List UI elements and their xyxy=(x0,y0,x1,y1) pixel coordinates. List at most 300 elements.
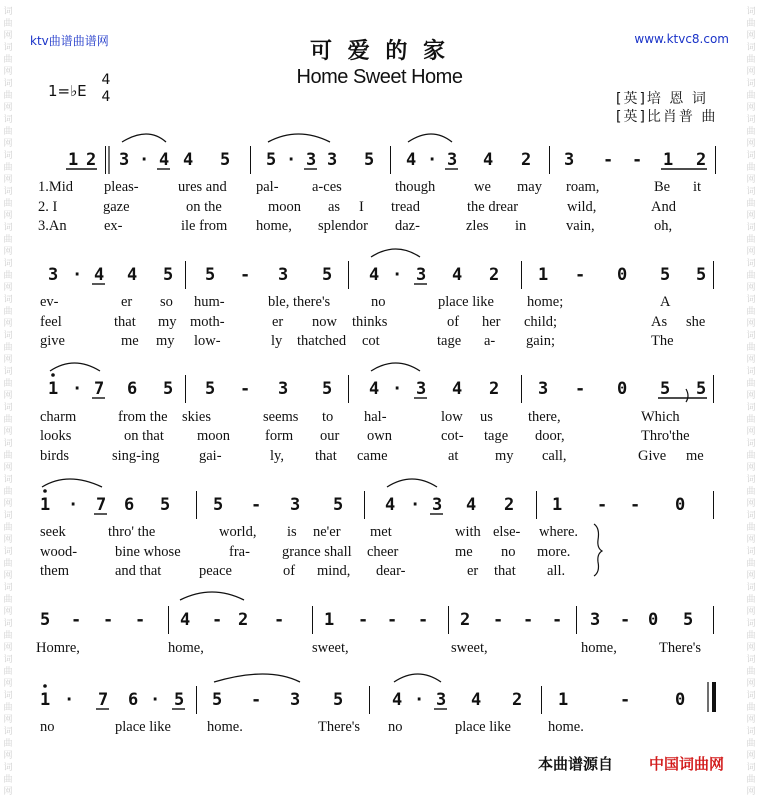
note: 5 xyxy=(322,265,333,285)
lyric-word: skies xyxy=(182,409,211,425)
lyric-word: I xyxy=(359,199,364,215)
watermark-glyph: 曲 xyxy=(746,55,756,65)
watermark-glyph: 词 xyxy=(3,655,13,665)
sustain-dash: - xyxy=(632,150,643,170)
watermark-glyph: 网 xyxy=(3,391,13,401)
lyric-word: peace xyxy=(199,563,232,579)
lyric-word: my xyxy=(495,448,514,464)
lyric-word: wild, xyxy=(567,199,597,215)
lyric-word: home. xyxy=(207,719,243,735)
watermark-glyph: 词 xyxy=(746,403,756,413)
watermark-glyph: 曲 xyxy=(3,739,13,749)
lyric-word: vain, xyxy=(566,218,595,234)
lyric-word: cot- xyxy=(441,428,464,444)
watermark-glyph: 网 xyxy=(746,211,756,221)
note: 5 xyxy=(163,265,174,285)
lyric-word: looks xyxy=(40,428,72,444)
dot-mark: · xyxy=(68,495,79,515)
lyric-word: with xyxy=(455,524,481,540)
lyric-word: ly xyxy=(271,333,283,349)
watermark-glyph: 词 xyxy=(3,295,13,305)
watermark-glyph: 曲 xyxy=(3,55,13,65)
watermark-glyph: 网 xyxy=(746,787,756,797)
barline xyxy=(185,375,186,403)
time-signature xyxy=(100,72,112,106)
note: 3 xyxy=(290,690,301,710)
lyric-word: her xyxy=(482,314,501,330)
watermark-glyph: 网 xyxy=(3,247,13,257)
note: 4 xyxy=(471,690,482,710)
sustain-dash: - xyxy=(620,690,631,710)
barline xyxy=(713,261,714,289)
watermark-glyph: 曲 xyxy=(746,235,756,245)
barline xyxy=(185,261,186,289)
barline xyxy=(348,261,349,289)
lyric-word: hal- xyxy=(364,409,387,425)
note: 1 xyxy=(552,495,563,515)
watermark-glyph: 网 xyxy=(3,283,13,293)
lyric-word: er xyxy=(121,294,133,310)
composer-credit: [英]比肖普 曲 xyxy=(616,109,718,125)
watermark-glyph: 词 xyxy=(746,295,756,305)
sustain-dash: - xyxy=(251,495,262,515)
tie-arc xyxy=(214,674,300,682)
lyric-word: And xyxy=(651,199,676,215)
watermark-glyph: 词 xyxy=(746,223,756,233)
note: 2 xyxy=(86,150,97,170)
watermark-glyph: 网 xyxy=(3,427,13,437)
note: 1 xyxy=(68,150,79,170)
watermark-glyph: 网 xyxy=(746,139,756,149)
note: 5 xyxy=(683,610,694,630)
lyric-word: oh, xyxy=(654,218,673,234)
lyric-word: Homre, xyxy=(36,640,80,656)
watermark-glyph: 词 xyxy=(746,583,756,593)
octave-dot xyxy=(43,684,47,688)
lyric-word: There's xyxy=(318,719,361,735)
lyric-word: grance shall xyxy=(282,544,352,560)
watermark-glyph: 网 xyxy=(746,355,756,365)
watermark-glyph: 网 xyxy=(746,67,756,77)
watermark-glyph: 网 xyxy=(746,499,756,509)
watermark-glyph: 网 xyxy=(746,535,756,545)
lyric-word: 2. I xyxy=(38,199,58,215)
lyric-word: Thro'the xyxy=(641,428,690,444)
watermark-glyph: 网 xyxy=(746,607,756,617)
dot-mark: · xyxy=(150,690,161,710)
octave-dot xyxy=(43,489,47,493)
note: 5 xyxy=(266,150,277,170)
note: 4 xyxy=(94,265,105,285)
lyric-word: us xyxy=(480,409,493,425)
watermark-glyph: 词 xyxy=(3,619,13,629)
lyric-word: place like xyxy=(115,719,171,735)
lyric-word: pleas- xyxy=(104,179,139,195)
barline xyxy=(549,146,550,174)
site-url-right: www.ktvc8.com xyxy=(634,32,729,46)
lyric-word: else- xyxy=(493,524,521,540)
watermark-glyph: 网 xyxy=(3,31,13,41)
dot-mark: · xyxy=(72,379,83,399)
watermark-glyph: 曲 xyxy=(3,487,13,497)
lyric-word: world, xyxy=(219,524,257,540)
note: 4 xyxy=(159,150,170,170)
lyric-word: sweet, xyxy=(451,640,488,656)
note: 4 xyxy=(127,265,138,285)
lyric-word: ile from xyxy=(181,218,228,234)
lyric-word: form xyxy=(265,428,294,444)
watermark-glyph: 词 xyxy=(746,115,756,125)
sustain-dash: - xyxy=(418,610,429,630)
watermark-glyph: 网 xyxy=(746,679,756,689)
lyric-word: The xyxy=(651,333,674,349)
watermark-glyph: 曲 xyxy=(746,19,756,29)
barline xyxy=(105,146,106,174)
note: 4 xyxy=(183,150,194,170)
barline xyxy=(168,606,169,634)
watermark-glyph: 曲 xyxy=(746,379,756,389)
watermark-glyph: 词 xyxy=(3,151,13,161)
lyric-word: bine whose xyxy=(115,544,181,560)
lyric-word: that xyxy=(494,563,516,579)
note: 0 xyxy=(675,495,686,515)
watermark-glyph: 网 xyxy=(3,67,13,77)
lyric-word: no xyxy=(371,294,386,310)
lyric-word: me xyxy=(121,333,139,349)
watermark-glyph: 词 xyxy=(746,475,756,485)
note: 3 xyxy=(447,150,458,170)
dot-mark: · xyxy=(64,690,75,710)
lyric-word: Give xyxy=(638,448,667,464)
sustain-dash: - xyxy=(358,610,369,630)
note: 4 xyxy=(369,265,380,285)
note: 7 xyxy=(98,690,109,710)
watermark-glyph: 网 xyxy=(3,751,13,761)
note: 5 xyxy=(333,690,344,710)
barline xyxy=(196,491,197,519)
lyric-word: on that xyxy=(124,428,164,444)
note: 3 xyxy=(306,150,317,170)
sustain-dash: - xyxy=(212,610,223,630)
watermark-glyph: 词 xyxy=(3,691,13,701)
lyric-word: Be xyxy=(654,179,671,195)
barline xyxy=(576,606,577,634)
watermark-glyph: 网 xyxy=(746,247,756,257)
lyric-word: tage xyxy=(437,333,462,349)
dot-mark: · xyxy=(427,150,438,170)
lyric-word: from the xyxy=(118,409,168,425)
note: 5 xyxy=(696,379,707,399)
watermark-glyph: 词 xyxy=(3,403,13,413)
lyric-word: she xyxy=(686,314,706,330)
note: 3 xyxy=(327,150,338,170)
watermark-glyph: 曲 xyxy=(746,127,756,137)
lyric-word: charm xyxy=(40,409,77,425)
lyric-word: me xyxy=(686,448,704,464)
watermark-glyph: 曲 xyxy=(746,739,756,749)
watermark-glyph: 词 xyxy=(746,151,756,161)
note: 3 xyxy=(564,150,575,170)
watermark-glyph: 曲 xyxy=(3,343,13,353)
watermark-glyph: 网 xyxy=(3,535,13,545)
note: 2 xyxy=(489,265,500,285)
watermark-glyph: 网 xyxy=(746,31,756,41)
barline xyxy=(536,491,537,519)
watermark-glyph: 曲 xyxy=(746,667,756,677)
lyric-word: home, xyxy=(168,640,204,656)
note: 4 xyxy=(483,150,494,170)
watermark-glyph: 曲 xyxy=(3,415,13,425)
song-title-english: Home Sweet Home xyxy=(296,66,463,88)
lyric-word: hum- xyxy=(194,294,225,310)
watermark-glyph: 词 xyxy=(746,439,756,449)
lyric-word: home; xyxy=(527,294,564,310)
note: 5 xyxy=(322,379,333,399)
note: 5 xyxy=(205,265,216,285)
tie-arc xyxy=(180,592,244,600)
lyric-word: that xyxy=(114,314,136,330)
note: 2 xyxy=(512,690,523,710)
watermark-glyph: 曲 xyxy=(3,379,13,389)
tie-arc xyxy=(387,479,437,487)
watermark-glyph: 曲 xyxy=(746,595,756,605)
note: 4 xyxy=(392,690,403,710)
source-site-link[interactable]: 中国词曲网 xyxy=(648,755,724,773)
sustain-dash: - xyxy=(387,610,398,630)
lyric-word: There's xyxy=(659,640,702,656)
lyric-word: moon xyxy=(197,428,231,444)
note: 3 xyxy=(436,690,447,710)
lyric-word: all. xyxy=(547,563,566,579)
watermark-glyph: 曲 xyxy=(746,163,756,173)
lyric-word: ev- xyxy=(40,294,59,310)
lyric-word: 1.Mid xyxy=(38,179,74,195)
watermark-glyph: 曲 xyxy=(3,199,13,209)
note: 3 xyxy=(119,150,130,170)
lyric-word: tage xyxy=(484,428,509,444)
lyric-word: thinks xyxy=(352,314,388,330)
watermark-glyph: 曲 xyxy=(3,91,13,101)
note: 1 xyxy=(40,690,51,710)
lyric-word: home. xyxy=(548,719,584,735)
watermark-right xyxy=(745,6,757,798)
watermark-glyph: 词 xyxy=(746,763,756,773)
lyric-word: wood- xyxy=(40,544,78,560)
note: 0 xyxy=(675,690,686,710)
watermark-glyph: 词 xyxy=(3,79,13,89)
watermark-glyph: 网 xyxy=(746,319,756,329)
lyric-word: cheer xyxy=(367,544,399,560)
note: 2 xyxy=(238,610,249,630)
watermark-glyph: 词 xyxy=(3,547,13,557)
lyric-word: no xyxy=(40,719,55,735)
note: 5 xyxy=(696,265,707,285)
note: 1 xyxy=(40,495,51,515)
note: 2 xyxy=(489,379,500,399)
lyric-word: moth- xyxy=(190,314,225,330)
meter-top: 4 xyxy=(101,72,111,88)
watermark-glyph: 词 xyxy=(746,727,756,737)
watermark-glyph: 曲 xyxy=(746,487,756,497)
watermark-glyph: 网 xyxy=(3,175,13,185)
song-title-chinese: 可 爱 的 家 xyxy=(310,38,449,64)
watermark-glyph: 曲 xyxy=(746,775,756,785)
lyric-word: low xyxy=(441,409,463,425)
note: 6 xyxy=(127,379,138,399)
note: 0 xyxy=(617,265,628,285)
watermark-glyph: 词 xyxy=(746,619,756,629)
lyric-word: as xyxy=(328,199,341,215)
note: 4 xyxy=(406,150,417,170)
watermark-glyph: 网 xyxy=(3,607,13,617)
lyric-word: thatched xyxy=(297,333,347,349)
barline xyxy=(541,686,542,714)
note: 5 xyxy=(333,495,344,515)
lyric-word: we xyxy=(474,179,491,195)
barline xyxy=(364,491,365,519)
lyric-word: met xyxy=(370,524,392,540)
lyric-word: tread xyxy=(391,199,420,215)
lyric-word: our xyxy=(320,428,340,444)
dot-mark: · xyxy=(139,150,150,170)
sustain-dash: - xyxy=(603,150,614,170)
lyric-word: ne'er xyxy=(313,524,341,540)
note: 1 xyxy=(538,265,549,285)
lyric-word: daz- xyxy=(395,218,420,234)
lyric-word: mind, xyxy=(317,563,351,579)
note: 4 xyxy=(385,495,396,515)
watermark-glyph: 曲 xyxy=(746,631,756,641)
verse-brace xyxy=(594,524,602,576)
tie-arc xyxy=(371,363,420,371)
watermark-glyph: 曲 xyxy=(3,523,13,533)
dot-mark: · xyxy=(72,265,83,285)
dot-mark: · xyxy=(392,265,403,285)
watermark-glyph: 网 xyxy=(746,463,756,473)
lyric-word: 3.An xyxy=(38,218,67,234)
barline xyxy=(348,375,349,403)
watermark-glyph: 网 xyxy=(3,787,13,797)
note: 4 xyxy=(452,379,463,399)
barline xyxy=(713,491,714,519)
watermark-glyph: 词 xyxy=(3,259,13,269)
note: 4 xyxy=(180,610,191,630)
lyric-word: splendor xyxy=(318,218,368,234)
lyric-word: the drear xyxy=(467,199,519,215)
note: 5 xyxy=(205,379,216,399)
watermark-glyph: 曲 xyxy=(3,307,13,317)
watermark-glyph: 词 xyxy=(3,43,13,53)
lyric-word: place like xyxy=(438,294,494,310)
note: 5 xyxy=(213,495,224,515)
lyric-word: roam, xyxy=(566,179,600,195)
lyric-word: that xyxy=(315,448,337,464)
lyric-word: though xyxy=(395,179,436,195)
octave-dot xyxy=(51,373,55,377)
lyric-word: er xyxy=(272,314,284,330)
watermark-glyph: 曲 xyxy=(746,343,756,353)
tie-arc xyxy=(394,674,441,682)
tie-arc xyxy=(50,363,100,371)
lyric-word: more. xyxy=(537,544,571,560)
lyric-word: give xyxy=(40,333,65,349)
watermark-glyph: 网 xyxy=(746,571,756,581)
note: 4 xyxy=(452,265,463,285)
key-signature: 1=♭E xyxy=(48,82,87,100)
sustain-dash: - xyxy=(240,265,251,285)
note: 1 xyxy=(324,610,335,630)
sustain-dash: - xyxy=(274,610,285,630)
watermark-glyph: 曲 xyxy=(3,631,13,641)
lyric-word: a- xyxy=(484,333,496,349)
watermark-glyph: 词 xyxy=(3,475,13,485)
watermark-glyph: 词 xyxy=(746,259,756,269)
lyric-word: As xyxy=(651,314,668,330)
barline xyxy=(312,606,313,634)
dot-mark: · xyxy=(414,690,425,710)
watermark-glyph: 曲 xyxy=(746,91,756,101)
note: 7 xyxy=(96,495,107,515)
watermark-glyph: 曲 xyxy=(3,703,13,713)
lyric-word: ures and xyxy=(178,179,227,195)
watermark-glyph: 网 xyxy=(746,391,756,401)
watermark-glyph: 词 xyxy=(3,727,13,737)
barline xyxy=(390,146,391,174)
barline xyxy=(715,146,716,174)
note: 4 xyxy=(369,379,380,399)
tie-arc xyxy=(371,249,420,257)
lyric-word: thro' the xyxy=(108,524,156,540)
lyric-word: it xyxy=(693,179,702,195)
lyric-word: my xyxy=(158,314,177,330)
barline xyxy=(369,686,370,714)
watermark-glyph: 词 xyxy=(3,583,13,593)
watermark-glyph: 网 xyxy=(746,643,756,653)
barline xyxy=(448,606,449,634)
note: 2 xyxy=(504,495,515,515)
lyric-word: low- xyxy=(194,333,221,349)
sustain-dash: - xyxy=(493,610,504,630)
watermark-glyph: 曲 xyxy=(3,595,13,605)
watermark-glyph: 曲 xyxy=(3,451,13,461)
lyric-word: me xyxy=(455,544,473,560)
lyric-word: zles xyxy=(466,218,489,234)
tie-arc xyxy=(268,134,330,142)
lyric-word: feel xyxy=(40,314,62,330)
note: 2 xyxy=(521,150,532,170)
watermark-glyph: 词 xyxy=(3,331,13,341)
watermark-glyph: 网 xyxy=(3,499,13,509)
note: 7 xyxy=(94,379,105,399)
note: 5 xyxy=(364,150,375,170)
lyric-word: cot xyxy=(362,333,380,349)
watermark-glyph: 词 xyxy=(3,511,13,521)
watermark-glyph: 网 xyxy=(3,463,13,473)
lyric-word: of xyxy=(283,563,296,579)
tie-arc xyxy=(408,134,452,142)
lyric-word: ble, there's xyxy=(268,294,331,310)
watermark-glyph: 网 xyxy=(3,355,13,365)
note: 1 xyxy=(48,379,59,399)
sustain-dash: - xyxy=(240,379,251,399)
tie-arc xyxy=(122,134,166,142)
watermark-glyph: 词 xyxy=(746,655,756,665)
lyric-word: and that xyxy=(115,563,162,579)
lyric-word: to xyxy=(322,409,334,425)
watermark-glyph: 曲 xyxy=(3,127,13,137)
watermark-glyph: 词 xyxy=(746,331,756,341)
watermark-glyph: 网 xyxy=(746,715,756,725)
